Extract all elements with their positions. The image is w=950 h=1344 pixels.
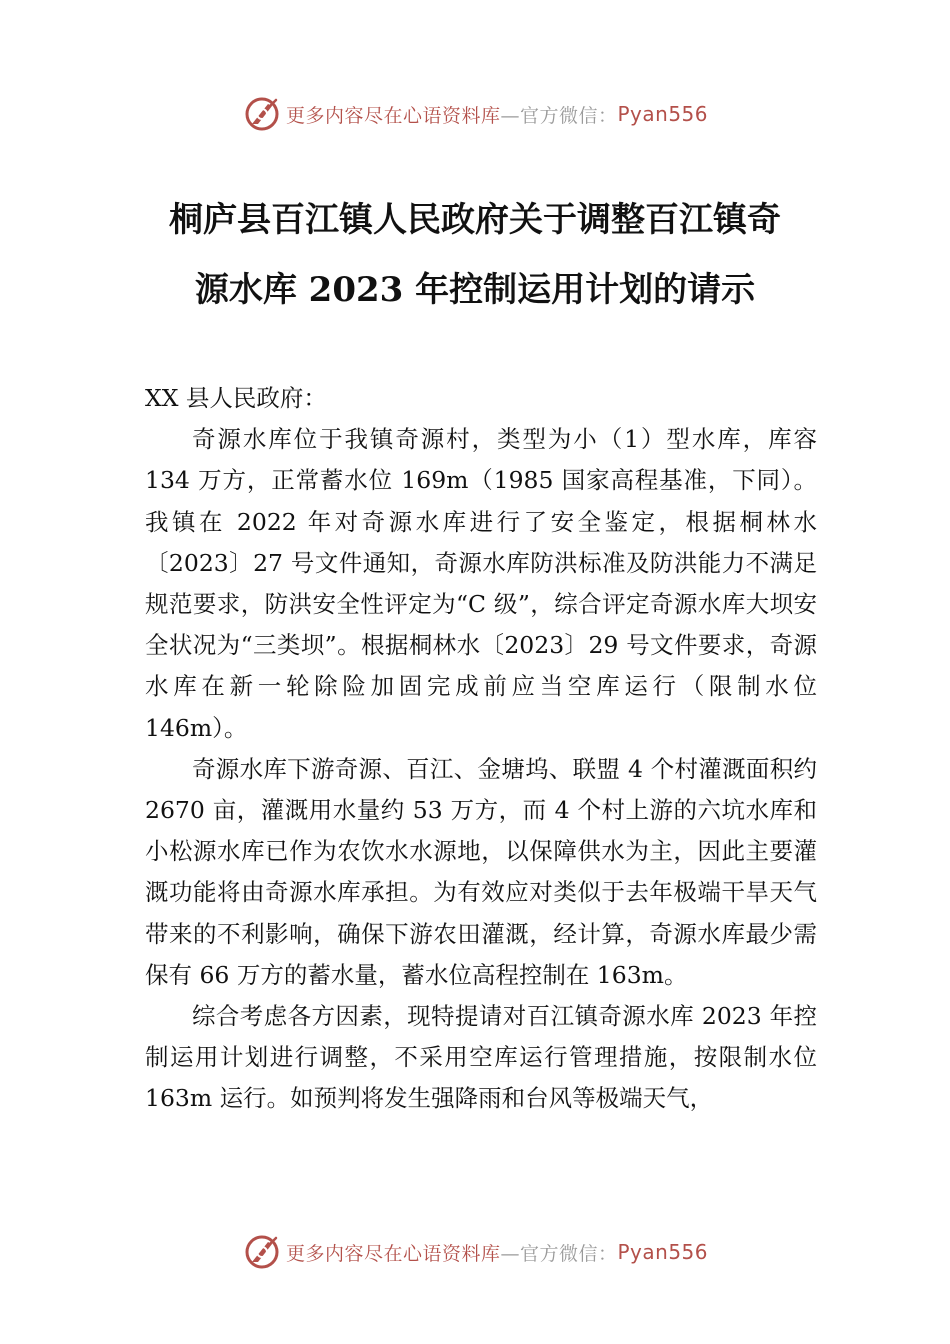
footer-sub-text: —官方微信： xyxy=(500,1242,618,1265)
body-paragraph-3: 综合考虑各方因素，现特提请对百江镇奇源水库 2023 年控制运用计划进行调整，不采用空库运行管理措施，按限制水位 163m 运行。如预判将发生强降雨和台风等极端天气， xyxy=(145,1002,817,1113)
banner-wechat-id: Pyan556 xyxy=(617,102,709,126)
footer-main-text: 更多内容尽在心语资料库 xyxy=(285,1242,501,1265)
document-body xyxy=(145,378,817,1120)
document-title-line-1: 桐庐县百江镇人民政府关于调整百江镇奇 xyxy=(169,200,781,240)
quill-logo-icon xyxy=(242,94,282,134)
banner-main-text: 更多内容尽在心语资料库 xyxy=(285,104,501,127)
banner-sub-text: —官方微信： xyxy=(500,104,618,127)
document-title-line-2: 源水库 2023 年控制运用计划的请示 xyxy=(194,270,756,310)
salutation: XX 县人民政府： xyxy=(145,384,327,412)
header-watermark-banner xyxy=(0,92,950,136)
body-paragraph-1: 奇源水库位于我镇奇源村，类型为小（1）型水库，库容 134 万方，正常蓄水位 169m（1985 国家高程基准，下同）。我镇在 2022 年对奇源水库进行了安全鉴定，根据桐林水〔2023〕27 号文件通知，奇源水库防洪标准及防洪能力不满足规范要求，防洪安全性评定为“C 级”，综合评定奇源水库大坝安全状况为“三类坝”。根据桐林水〔2023〕29 号文件要求，奇源水库在新一轮除险加固完成前应当空库运行（限制水位 146m）。 xyxy=(145,425,817,742)
footer-watermark-banner xyxy=(0,1230,950,1274)
quill-logo-icon xyxy=(242,1232,282,1272)
body-paragraph-2: 奇源水库下游奇源、百江、金塘坞、联盟 4 个村灌溉面积约 2670 亩，灌溉用水量约 53 万方，而 4 个村上游的六坑水库和小松源水库已作为农饮水水源地，以保障供水为主，因此主要灌溉功能将由奇源水库承担。为有效应对类似于去年极端干旱天气带来的不利影响，确保下游农田灌溉，经计算，奇源水库最少需保有 66 万方的蓄水量，蓄水位高程控制在 163m。 xyxy=(145,754,817,989)
footer-wechat-id: Pyan556 xyxy=(617,1240,709,1264)
